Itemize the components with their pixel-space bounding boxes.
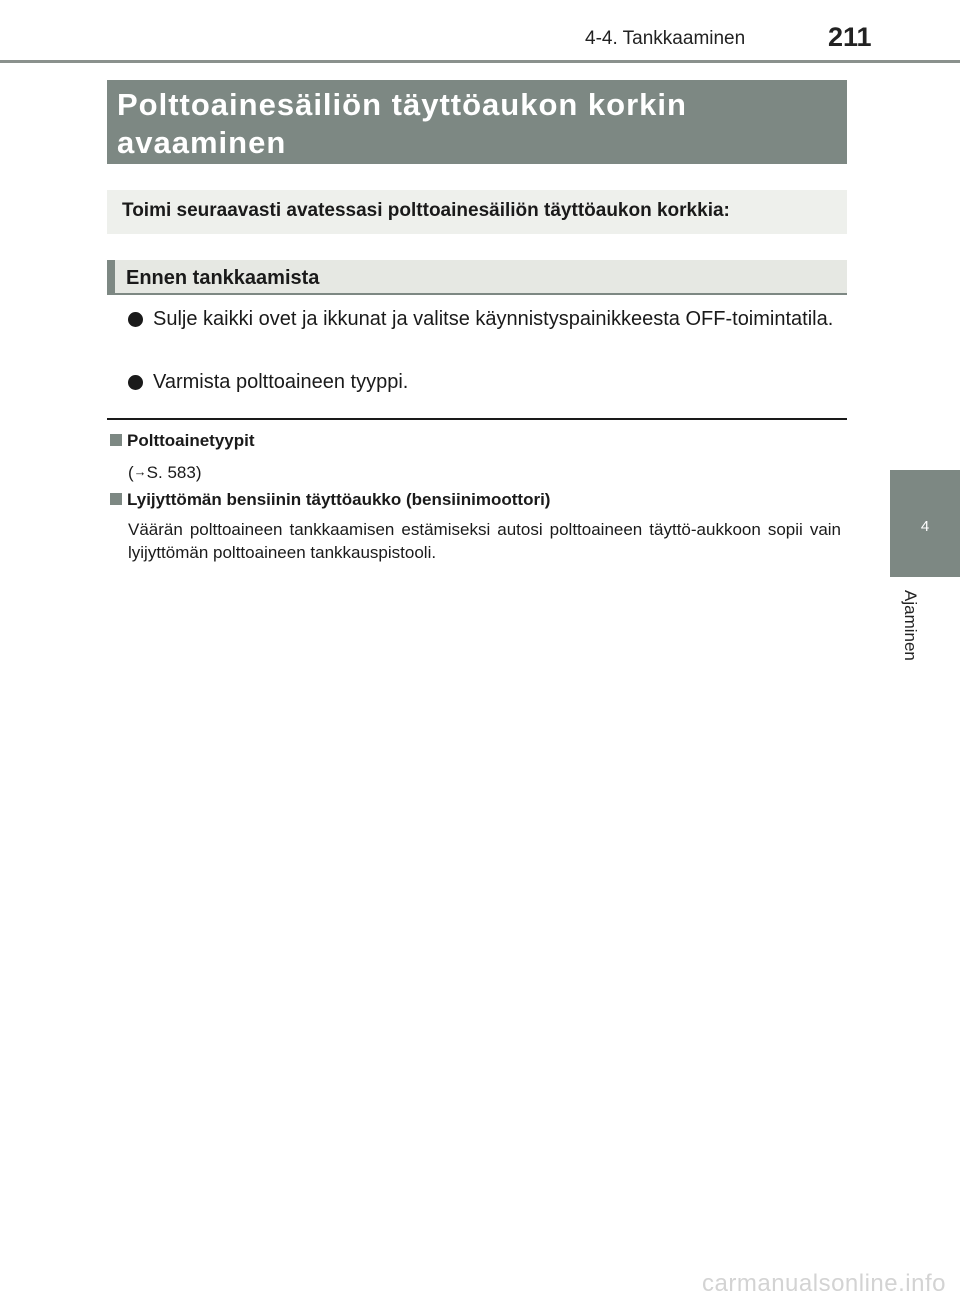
bullet-item	[125, 367, 845, 398]
intro-box	[107, 190, 847, 234]
section-divider	[107, 418, 847, 420]
chapter-label	[896, 590, 920, 680]
chapter-label-text: Ajaminen	[901, 590, 920, 661]
square-bullet-icon	[110, 434, 122, 446]
chapter-tab	[890, 470, 960, 577]
page-reference-link[interactable]: S. 583)	[146, 463, 202, 482]
bullet-dot-icon	[128, 312, 143, 327]
title-banner	[107, 80, 847, 164]
note-heading-text: Polttoainetyypit	[127, 431, 255, 450]
bullet-text: Varmista polttoaineen tyyppi.	[153, 371, 409, 393]
note-paren: (	[128, 463, 134, 482]
title-line-2: avaaminen	[117, 125, 287, 160]
note-body	[128, 460, 841, 484]
intro-text: Toimi seuraavasti avatessasi polttoainesäiliön täyttöaukon korkkia:	[122, 200, 730, 221]
chapter-number: 4	[920, 518, 930, 535]
header-divider	[0, 60, 960, 63]
section-title: 4-4. Tankkaaminen	[585, 28, 746, 49]
page-number: 211	[828, 22, 872, 52]
bullet-item	[125, 304, 845, 335]
square-bullet-icon	[110, 493, 122, 505]
bullet-dot-icon	[128, 375, 143, 390]
note-body: Väärän polttoaineen tankkaamisen estämiseksi autosi polttoaineen täyttö-aukkoon sopii vain lyijyttömän polttoaineen tankkauspistooli.	[128, 520, 841, 562]
note-heading	[110, 490, 550, 510]
arrow-icon: →	[133, 464, 147, 479]
subsection-heading: Ennen tankkaamista	[126, 267, 320, 289]
watermark: carmanualsonline.info	[702, 1270, 946, 1297]
title-line-1: Polttoainesäiliön täyttöaukon korkin	[117, 87, 687, 122]
subsection-header	[107, 260, 847, 295]
subsection-accent-bar	[107, 260, 115, 293]
note-heading-text: Lyijyttömän bensiinin täyttöaukko (bensiinimoottori)	[127, 490, 551, 509]
bullet-text: Sulje kaikki ovet ja ikkunat ja valitse käynnistyspainikkeesta OFF-toimintatila.	[153, 308, 834, 330]
note-heading	[110, 431, 255, 451]
